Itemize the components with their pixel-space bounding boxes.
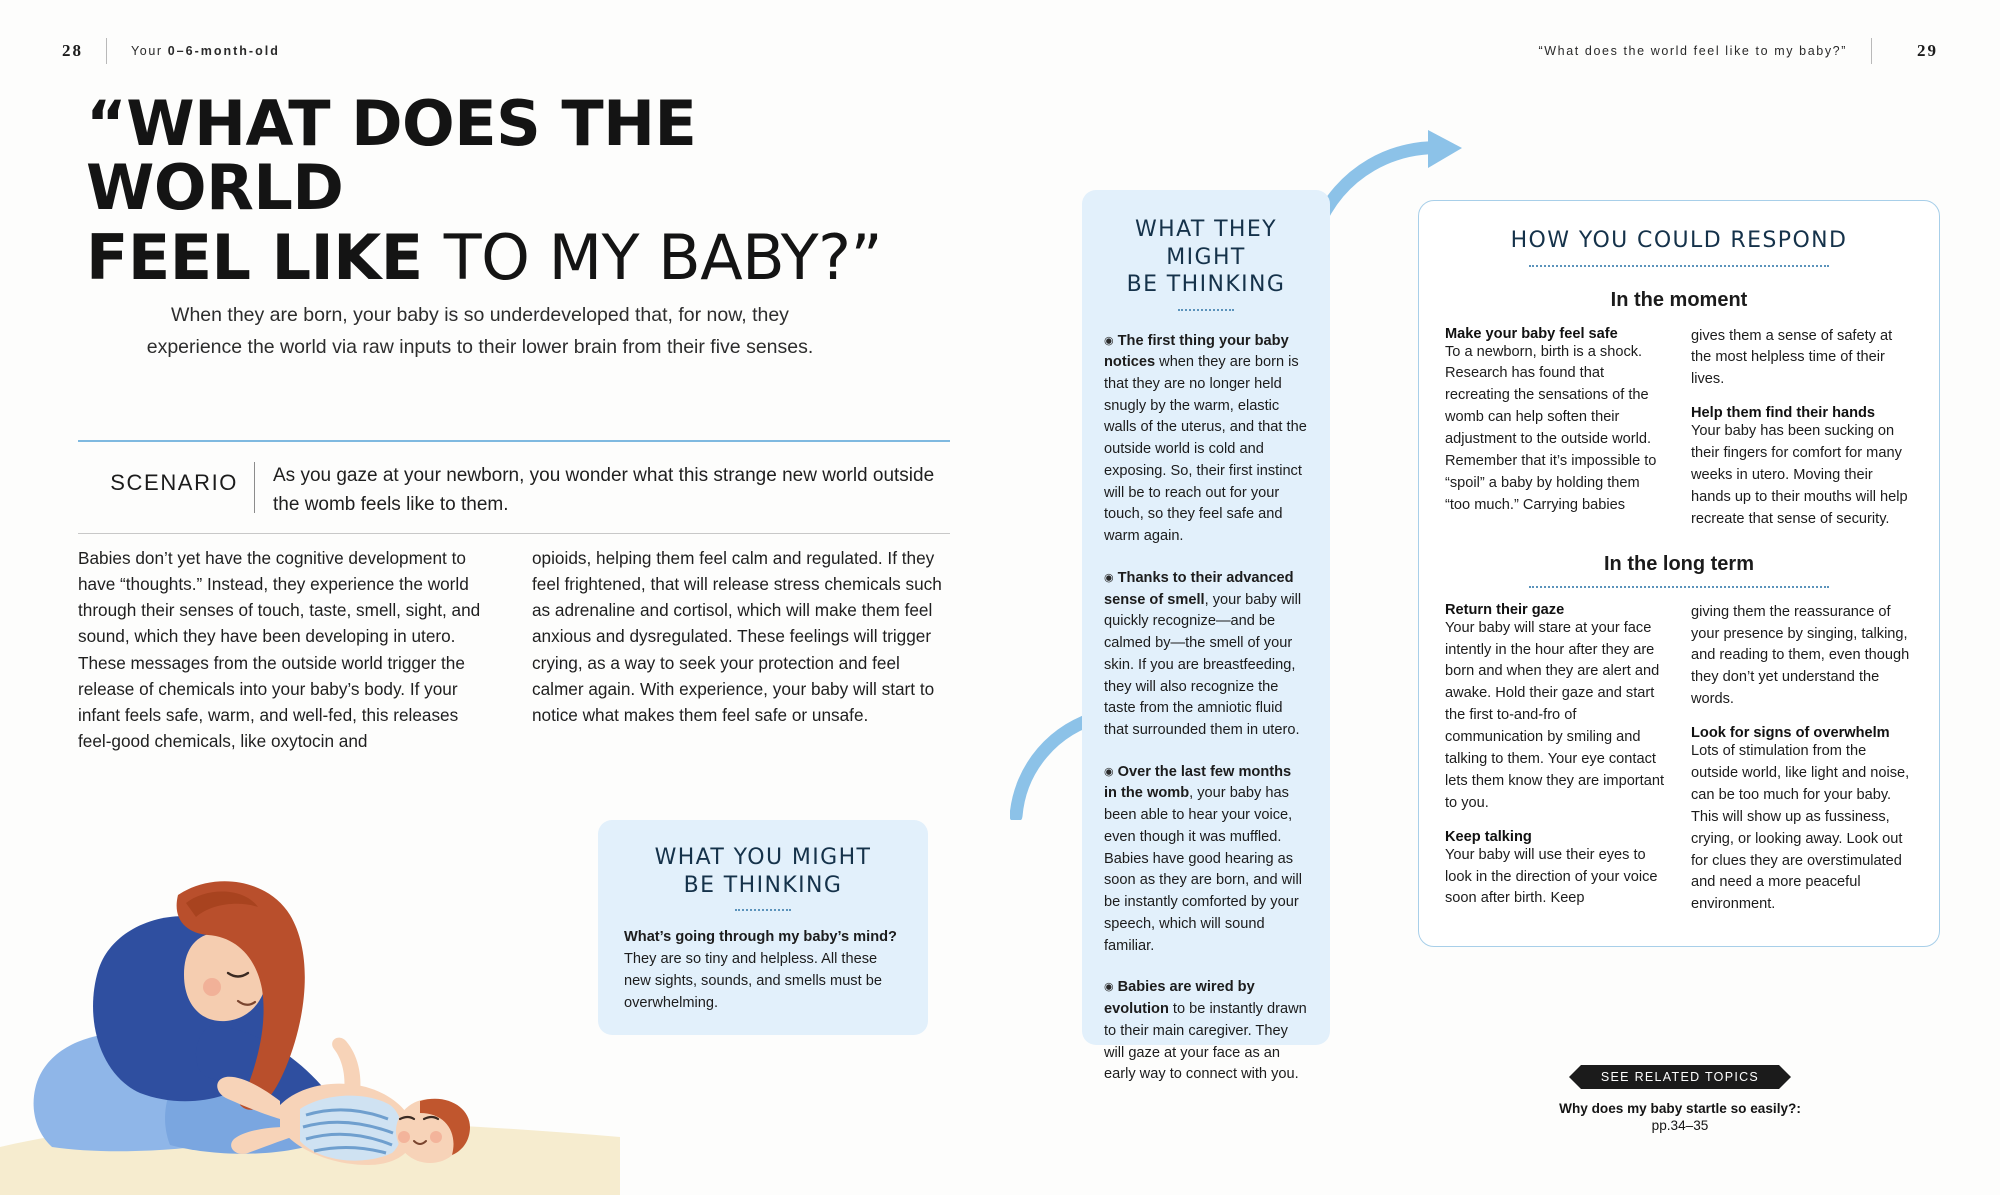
- wtmbt-bullet-4-rest: to be instantly drawn to their main caregiver. They will gaze at your face as an early way to connect with you.: [1104, 1001, 1307, 1083]
- what-you-might-be-thinking-title: [624, 844, 902, 899]
- wtmbt-bullet-4-lead: Babies are wired by evolution: [1104, 979, 1255, 1018]
- see-related-topics: [1540, 1065, 1820, 1133]
- illustration-mother-and-baby: [0, 775, 620, 1195]
- page-title-line-2: [86, 220, 926, 294]
- body-columns: [78, 545, 950, 754]
- wymbt-dotted-divider: [735, 909, 791, 911]
- how-you-could-respond-box: [1418, 200, 1940, 947]
- wtmbt-title-line-2: BE THINKING: [1126, 272, 1286, 297]
- folio-right: 29: [1917, 41, 1938, 60]
- hycr-section-1-columns: [1445, 326, 1913, 531]
- hycr-section-2-columns: [1445, 602, 1913, 917]
- what-you-might-be-thinking-box: [598, 820, 928, 1035]
- related-topic-title[interactable]: Why does my baby startle so easily?:: [1559, 1101, 1801, 1116]
- page-title-line-2-bold: FEEL LIKE: [86, 220, 444, 294]
- hycr-dotted-divider-2: [1529, 586, 1829, 588]
- what-they-might-be-thinking-box: [1082, 190, 1330, 1083]
- hycr-s2-left-head-2: Keep talking: [1445, 828, 1532, 845]
- scenario-divider: [254, 462, 255, 513]
- wymbt-title-line-2: BE THINKING: [683, 872, 843, 898]
- hycr-section-1-left: [1445, 326, 1665, 531]
- page-deck: When they are born, your baby is so underdeveloped that, for now, they experience the world via raw inputs to their lower brain from their five senses.: [146, 304, 814, 358]
- body-column-2: opioids, helping them feel calm and regulated. If they feel frightened, that will release stress chemicals such as adrenaline and cortisol, which will make them feel anxious and dysregulated. These feelings will trigger crying, as a way to seek your protection and feel calmer again. With experience, your baby will start to notice what makes them feel safe or unsafe.: [532, 548, 942, 725]
- scenario-text: As you gaze at your newborn, you wonder what this strange new world outside the womb feels like to them.: [273, 465, 935, 515]
- hycr-s2-right-head-2: Look for signs of overwhelm: [1691, 725, 1890, 742]
- page-title-line-2-light: TO MY BABY?”: [443, 220, 883, 294]
- scenario-bottom-rule: [78, 533, 950, 534]
- scenario-block: [78, 440, 950, 534]
- wtmbt-dotted-divider: [1178, 309, 1234, 311]
- wymbt-paragraph: [624, 927, 902, 1015]
- running-head-left-prefix: Your: [131, 44, 168, 58]
- page-title: [86, 87, 926, 294]
- hycr-section-2-right: [1691, 602, 1911, 917]
- wtmbt-bullet-2: [1104, 568, 1308, 742]
- what-you-might-be-thinking-inner: [598, 820, 928, 1039]
- running-head-divider-right: [1871, 38, 1872, 64]
- running-head-left-bold: 0–6-month-old: [167, 44, 280, 58]
- see-related-topics-banner: SEE RELATED TOPICS: [1581, 1065, 1779, 1089]
- wtmbt-bullet-1: [1104, 331, 1308, 548]
- bullet-dot-icon: ◉: [1104, 334, 1114, 347]
- folio-left: 28: [62, 41, 83, 60]
- running-head: [62, 38, 1938, 64]
- running-head-divider-left: [106, 38, 107, 64]
- hycr-section-2-heading: In the long term: [1604, 552, 1754, 575]
- wtmbt-bullet-3: [1104, 762, 1308, 958]
- wtmbt-bullet-3-rest: , your baby has been able to hear your voice, even though it was muffled. Babies have good hearing as soon as they are born, and will be instantly comforted by your speech, which will sound familiar.: [1104, 785, 1302, 954]
- how-you-could-respond-inner: [1419, 201, 1939, 936]
- how-you-could-respond-title: HOW YOU COULD RESPOND: [1510, 228, 1848, 253]
- page-title-line-1: “WHAT DOES THE WORLD: [86, 87, 697, 224]
- hycr-s1-right-text-1: gives them a sense of safety at the most helpless time of their lives.: [1691, 327, 1893, 388]
- wtmbt-title-line-1: WHAT THEY MIGHT: [1135, 217, 1277, 270]
- hycr-section-1-heading: In the moment: [1610, 288, 1748, 311]
- wtmbt-bullet-3-lead: Over the last few months in the womb: [1104, 763, 1292, 802]
- wtmbt-bullet-2-rest: , your baby will quickly recognize—and be calmed by—the smell of your skin. If you are breastfeeding, they will also recognize the taste from the amniotic fluid that surrounded them in utero.: [1104, 591, 1302, 738]
- body-column-1: Babies don’t yet have the cognitive development to have “thoughts.” Instead, they experience the world through their senses of touch, taste, smell, sight, and sound, which they have been developing in utero. These messages from the outside world trigger the release of chemicals into your baby’s body. If your infant feels safe, warm, and well-fed, this releases feel-good chemicals, like oxytocin and: [78, 548, 481, 751]
- wtmbt-bullet-4: [1104, 977, 1308, 1086]
- what-they-might-be-thinking-inner: [1082, 190, 1330, 1106]
- wtmbt-bullet-1-lead: The first thing your baby notices: [1104, 332, 1289, 371]
- hycr-s2-left-text-1: Your baby will stare at your face intently in the hour after they are born and when they are alert and awake. Hold their gaze and start the first to-and-fro of communication by smiling and talking to them. Your eye contact lets them know they are important to you.: [1445, 619, 1665, 811]
- hycr-s2-left-text-2: Your baby will use their eyes to look in the direction of your voice soon after birth. Keep: [1445, 846, 1658, 907]
- wymbt-rest: They are so tiny and helpless. All these new sights, sounds, and smells must be overwhelming.: [624, 950, 882, 1011]
- hycr-s1-right-text-2: Your baby has been sucking on their fingers for comfort for many weeks in utero. Moving their hands up to their mouths will help recreate that sense of security.: [1691, 423, 1908, 527]
- hycr-s1-right-head-2: Help them find their hands: [1691, 405, 1876, 422]
- wymbt-lead: What’s going through my baby’s mind?: [624, 929, 897, 945]
- wtmbt-bullet-2-lead: Thanks to their advanced sense of smell: [1104, 569, 1294, 608]
- wtmbt-bullet-1-rest: when they are born is that they are no longer held snugly by the warm, elastic walls of the uterus, and that the outside world is cold and exposing. So, their first instinct will be to reach out for your touch, so they feel safe and warm again.: [1104, 354, 1307, 545]
- hycr-s1-left-head-1: Make your baby feel safe: [1445, 325, 1618, 342]
- hycr-s2-left-head-1: Return their gaze: [1445, 601, 1565, 618]
- bullet-dot-icon: ◉: [1104, 765, 1114, 778]
- hycr-section-1-right: [1691, 326, 1911, 531]
- related-topic-pages[interactable]: pp.34–35: [1651, 1118, 1709, 1133]
- bullet-dot-icon: ◉: [1104, 571, 1114, 584]
- what-they-might-be-thinking-title: [1104, 216, 1308, 299]
- hycr-dotted-divider: [1529, 265, 1829, 267]
- hycr-section-2-left: [1445, 602, 1665, 917]
- scenario-body: [78, 442, 950, 519]
- running-head-right-text: “What does the world feel like to my baby?”: [1538, 44, 1847, 58]
- wymbt-title-line-1: WHAT YOU MIGHT: [654, 845, 872, 870]
- bullet-dot-icon: ◉: [1104, 981, 1114, 994]
- hycr-s2-right-text-1: giving them the reassurance of your presence by singing, talking, and reading to them, even though they don’t yet understand the words.: [1691, 603, 1910, 708]
- running-head-left-text: [131, 44, 280, 58]
- hycr-s1-left-text-1: To a newborn, birth is a shock. Research has found that recreating the sensations of the womb can help soften their adjustment to the outside world. Remember that it’s impossible to “spoil” a baby by holding them “too much.” Carrying babies: [1445, 343, 1657, 513]
- hycr-s2-right-text-2: Lots of stimulation from the outside world, like light and noise, can be too much for your baby. This will show up as fussiness, crying, or looking away. Look out for clues they are overstimulated and need a more peaceful environment.: [1691, 743, 1910, 913]
- scenario-label: SCENARIO: [110, 470, 238, 495]
